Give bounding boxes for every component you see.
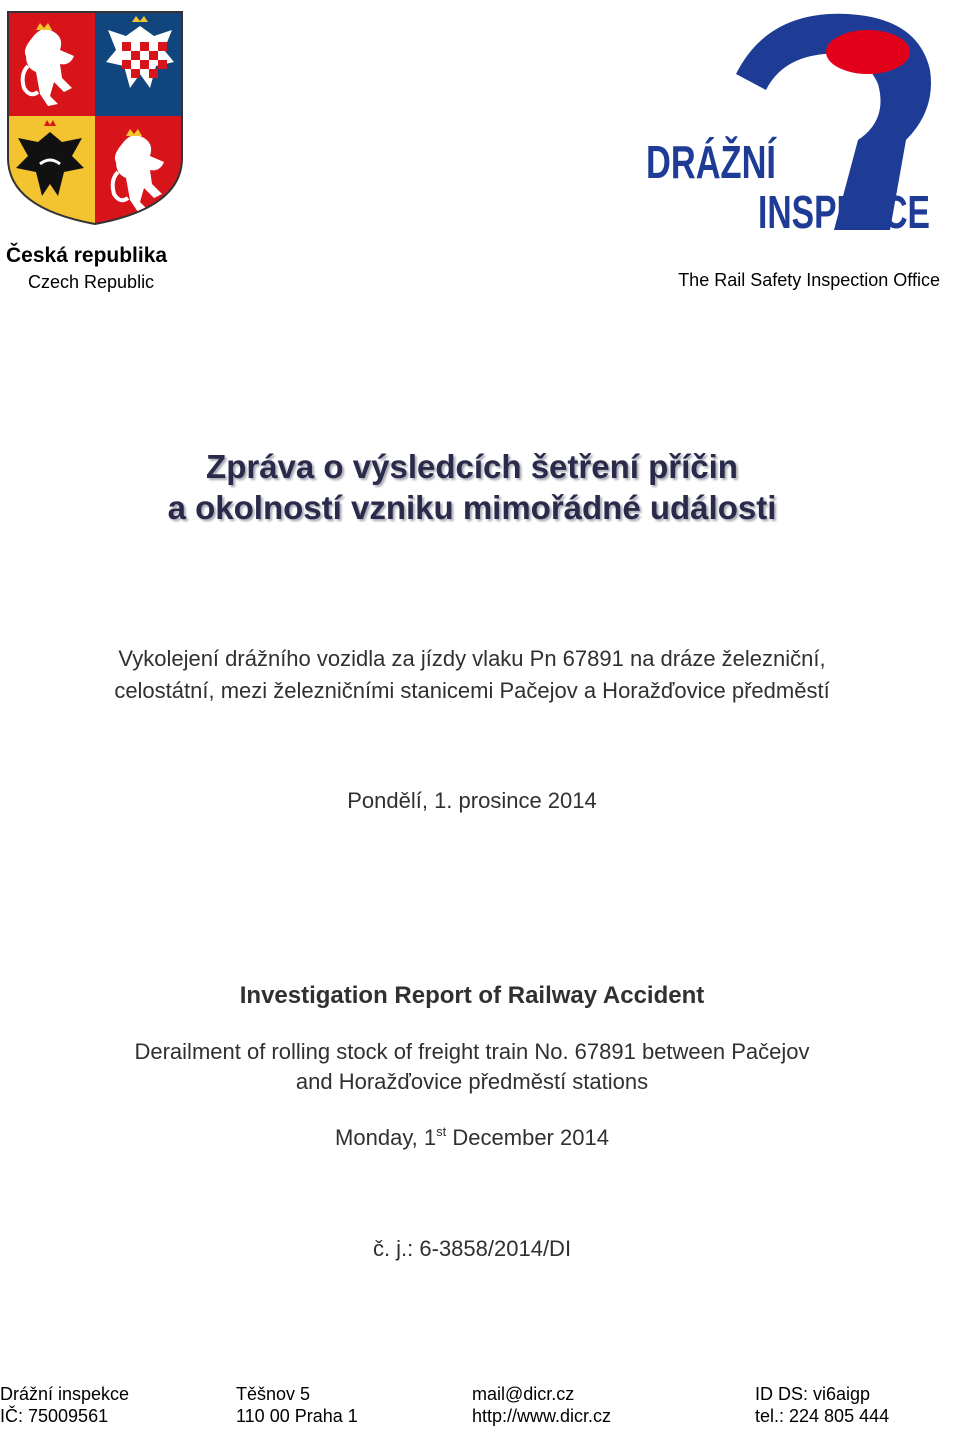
event-date-en (0, 1125, 944, 1151)
event-date-en-pre: Monday, 1 (335, 1125, 437, 1150)
footer-website[interactable]: http://www.dicr.cz (472, 1406, 612, 1426)
footer-org-id: IČ: 75009561 (0, 1406, 109, 1426)
event-description-en-line2: and Horažďovice předměstí stations (295, 1069, 649, 1094)
event-description-cz-line1: Vykolejení drážního vozidla za jízdy vlaku Pn 67891 na dráze železniční, (118, 646, 826, 671)
report-title-line2: a okolností vzniku mimořádné události (167, 489, 777, 526)
country-name-en: Czech Republic (28, 272, 155, 292)
event-date-en-post: December 2014 (446, 1125, 609, 1150)
footer-email[interactable]: mail@dicr.cz (472, 1384, 575, 1404)
event-date-en-suffix: st (436, 1124, 447, 1139)
drazni-inspekce-logo (618, 0, 938, 240)
reference-number: č. j.: 6-3858/2014/DI (372, 1236, 572, 1261)
footer-data-box-id: ID DS: vi6aigp (755, 1384, 871, 1404)
country-name-cz: Česká republika (6, 244, 168, 267)
czech-coat-of-arms (4, 8, 186, 228)
logo-text-line2: INSPEKCE (758, 186, 930, 238)
office-name: The Rail Safety Inspection Office (678, 270, 940, 290)
report-title-en: Investigation Report of Railway Accident (239, 982, 705, 1009)
event-date-cz: Pondělí, 1. prosince 2014 (347, 788, 597, 813)
footer-street: Těšnov 5 (236, 1384, 311, 1404)
event-description-cz-line2: celostátní, mezi železničními stanicemi Pačejov a Horažďovice předměstí (114, 678, 830, 703)
footer-org-name: Drážní inspekce (0, 1384, 130, 1404)
logo-text-line1: DRÁŽNÍ (646, 136, 777, 188)
event-description-en-line1: Derailment of rolling stock of freight train No. 67891 between Pačejov (134, 1039, 810, 1064)
footer-phone: tel.: 224 805 444 (755, 1406, 890, 1426)
footer-city: 110 00 Praha 1 (236, 1406, 358, 1426)
report-title-line1: Zpráva o výsledcích šetření příčin (206, 448, 738, 485)
